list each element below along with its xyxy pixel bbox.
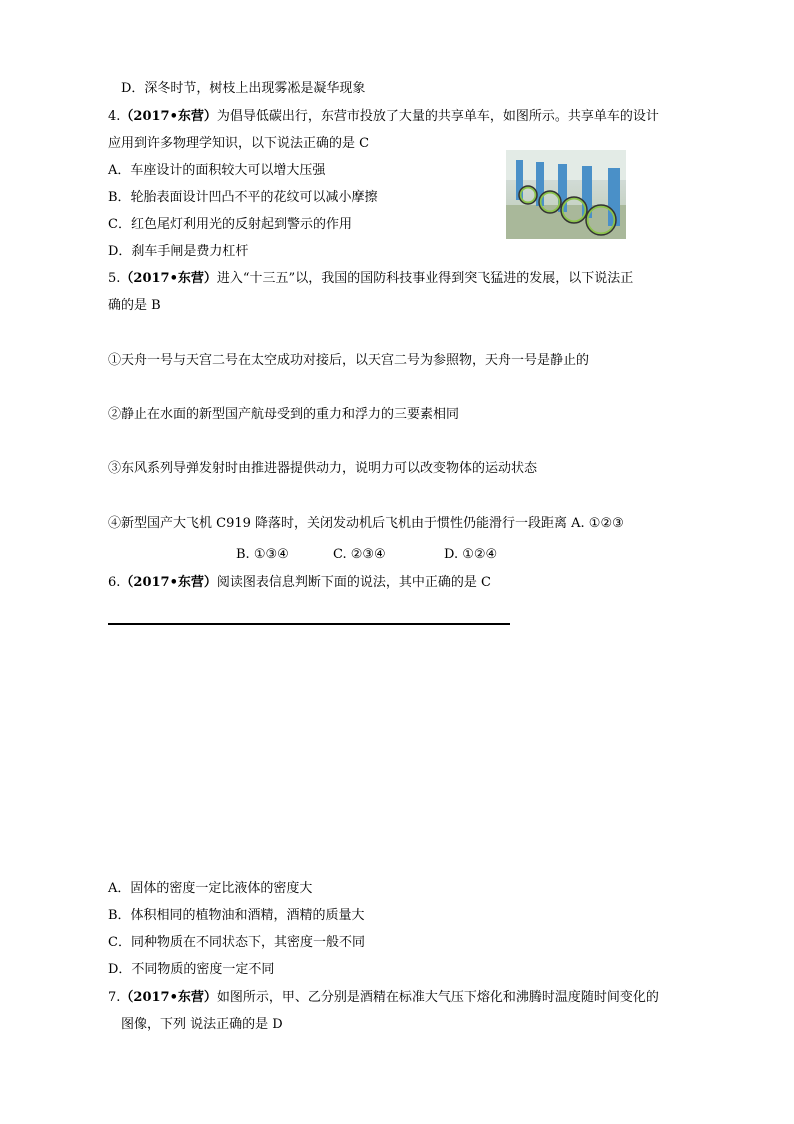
q6-option-a: A．固体的密度一定比液体的密度大 bbox=[108, 881, 313, 896]
q3-option-d: D．深冬时节，树枝上出现雾凇是凝华现象 bbox=[121, 81, 366, 96]
q5-statement-3: ③东风系列导弹发射时由推进器提供动力，说明力可以改变物体的运动状态 bbox=[108, 461, 538, 476]
shared-bikes-illustration bbox=[506, 150, 626, 239]
q4-stem-text: 为倡导低碳出行，东营市投放了大量的共享单车，如图所示。共享单车的设计 bbox=[216, 109, 659, 124]
q4-option-b: B．轮胎表面设计凹凸不平的花纹可以减小摩擦 bbox=[108, 190, 378, 205]
q6-option-c: C．同种物质在不同状态下，其密度一般不同 bbox=[108, 935, 365, 950]
q5-number: 5. bbox=[108, 271, 121, 286]
table-top-rule bbox=[108, 623, 510, 625]
q5-choice-d: D. ①②④ bbox=[444, 547, 498, 562]
q5-statement-2: ②静止在水面的新型国产航母受到的重力和浮力的三要素相同 bbox=[108, 407, 460, 422]
q6-stem bbox=[108, 574, 491, 592]
q5-choice-b: B. ①③④ bbox=[236, 547, 289, 562]
q7-stem-line2: 图像，下列 说法正确的是 D bbox=[121, 1017, 283, 1032]
q5-statement-1: ①天舟一号与天宫二号在太空成功对接后，以天宫二号为参照物，天舟一号是静止的 bbox=[108, 353, 590, 368]
q7-number: 7. bbox=[108, 990, 121, 1005]
q6-stem-text: 阅读图表信息判断下面的说法，其中正确的是 C bbox=[216, 575, 491, 590]
q5-stem-line1 bbox=[108, 270, 633, 288]
q5-stem-line2: 确的是 B bbox=[108, 298, 161, 313]
q4-stem-line1 bbox=[108, 108, 659, 126]
q4-option-a: A．车座设计的面积较大可以增大压强 bbox=[108, 163, 326, 178]
q6-source: （2017•东营） bbox=[120, 575, 217, 590]
q5-stem-text: 进入“十三五”以，我国的国防科技事业得到突飞猛进的发展，以下说法正 bbox=[216, 271, 634, 286]
q6-option-d: D．不同物质的密度一定不同 bbox=[108, 962, 275, 977]
q7-source: （2017•东营） bbox=[120, 990, 217, 1005]
q5-choice-c: C. ②③④ bbox=[333, 547, 386, 562]
q4-option-d: D．刹车手闸是费力杠杆 bbox=[108, 244, 249, 259]
q7-stem-line1 bbox=[108, 989, 659, 1007]
q5-source: （2017•东营） bbox=[120, 271, 217, 286]
q7-stem-text: 如图所示，甲、乙分别是酒精在标准大气压下熔化和沸腾时温度随时间变化的 bbox=[216, 990, 659, 1005]
q4-option-c: C．红色尾灯利用光的反射起到警示的作用 bbox=[108, 217, 352, 232]
q4-source: （2017•东营） bbox=[120, 109, 217, 124]
q5-statement-4: ④新型国产大飞机 C919 降落时，关闭发动机后飞机由于惯性仍能滑行一段距离 A. ①②③ bbox=[108, 516, 624, 531]
q4-number: 4. bbox=[108, 109, 121, 124]
q4-stem-line2: 应用到许多物理学知识，以下说法正确的是 C bbox=[108, 136, 370, 151]
shared-bikes-photo bbox=[506, 150, 626, 239]
q6-option-b: B．体积相同的植物油和酒精，酒精的质量大 bbox=[108, 908, 365, 923]
q6-number: 6. bbox=[108, 575, 121, 590]
